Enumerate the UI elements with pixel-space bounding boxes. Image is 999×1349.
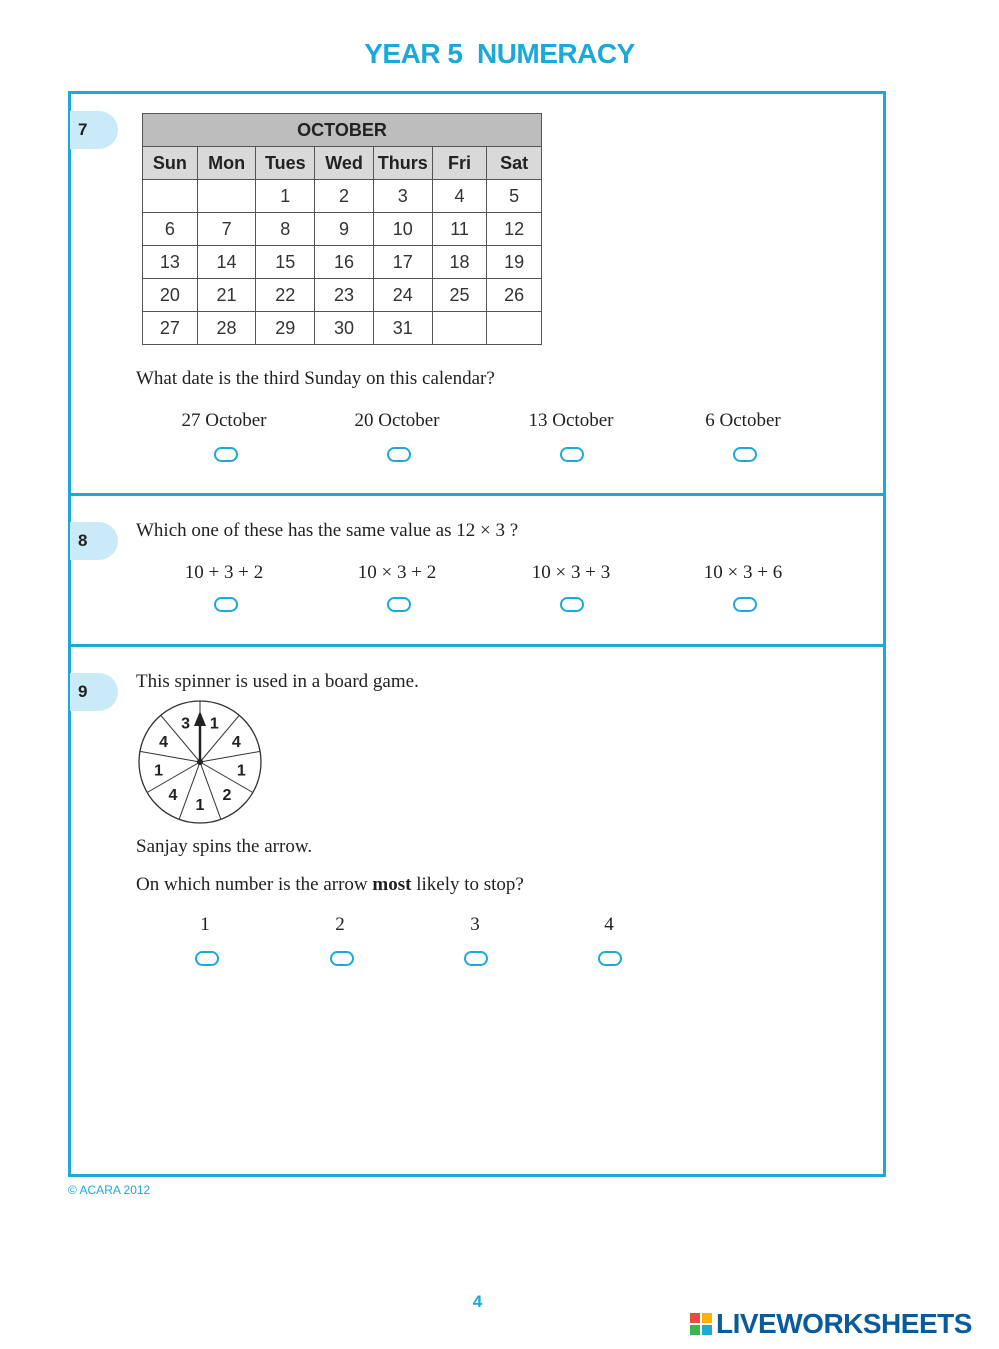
q8-option-label: 10 × 3 + 3 (531, 562, 611, 583)
q9-question-before: On which number is the arrow (136, 874, 373, 895)
q7-option-bubble[interactable] (214, 447, 238, 462)
q8-option-bubble[interactable] (560, 597, 584, 612)
october-calendar (142, 113, 542, 345)
spinner-sector-number: 1 (154, 762, 164, 780)
calendar-date-cell: 25 (432, 279, 487, 312)
spinner-sector-line (140, 751, 200, 762)
q7-option-label: 6 October (705, 410, 781, 431)
spinner-sector-number: 1 (236, 762, 246, 780)
page-title (0, 38, 999, 70)
calendar-body (143, 180, 542, 345)
q8-option-label: 10 × 3 + 6 (703, 562, 783, 583)
spinner-sector-number: 1 (209, 715, 219, 733)
calendar-date-cell: 12 (487, 213, 542, 246)
q9-option-bubble[interactable] (195, 951, 219, 966)
question-number-7: 7 (70, 111, 118, 149)
calendar-date-cell (432, 312, 487, 345)
calendar-day-header: Mon (197, 147, 256, 180)
divider-q8-q9 (68, 644, 886, 647)
calendar-date-cell: 26 (487, 279, 542, 312)
calendar-date-cell: 20 (143, 279, 198, 312)
spinner-sector-number: 4 (159, 734, 169, 751)
calendar-date-cell: 24 (373, 279, 432, 312)
calendar-week-row (143, 312, 542, 345)
q7-option-bubble[interactable] (733, 447, 757, 462)
spinner-sector-number: 2 (222, 787, 232, 805)
q7-option-label: 13 October (528, 410, 614, 431)
calendar-date-cell: 31 (373, 312, 432, 345)
q7-question: What date is the third Sunday on this calendar? (136, 368, 495, 389)
q9-statement: Sanjay spins the arrow. (136, 836, 313, 857)
calendar-day-header: Sun (143, 147, 198, 180)
q8-option-bubble[interactable] (733, 597, 757, 612)
calendar-date-cell (143, 180, 198, 213)
calendar-date-cell: 23 (315, 279, 374, 312)
page-number: 4 (472, 1292, 483, 1311)
calendar-date-cell: 19 (487, 246, 542, 279)
calendar-date-cell: 5 (487, 180, 542, 213)
calendar-date-cell: 9 (315, 213, 374, 246)
spinner-sector-line (200, 751, 260, 762)
calendar-week-row (143, 279, 542, 312)
calendar-date-cell: 13 (143, 246, 198, 279)
q9-option-label: 2 (335, 914, 345, 935)
q8-option-label: 10 × 3 + 2 (357, 562, 437, 583)
calendar-week-row (143, 213, 542, 246)
calendar-date-cell: 15 (256, 246, 315, 279)
q7-option-label: 27 October (181, 410, 267, 431)
divider-q7-q8 (68, 493, 886, 496)
calendar-date-cell: 30 (315, 312, 374, 345)
q8-option-bubble[interactable] (387, 597, 411, 612)
q8-option-bubble[interactable] (214, 597, 238, 612)
q9-option-label: 1 (200, 914, 210, 935)
question-number-9: 9 (70, 673, 118, 711)
calendar-date-cell: 14 (197, 246, 256, 279)
spinner-pivot (197, 759, 203, 765)
calendar-date-cell: 3 (373, 180, 432, 213)
q9-option-bubble[interactable] (464, 951, 488, 966)
title-subject: NUMERACY (476, 38, 635, 69)
calendar-date-cell: 28 (197, 312, 256, 345)
spinner-sector-number: 3 (181, 715, 191, 733)
spinner-arrow-head (194, 711, 206, 726)
calendar-date-cell (487, 312, 542, 345)
calendar-week-row (143, 246, 542, 279)
calendar-date-cell: 21 (197, 279, 256, 312)
q9-option-bubble[interactable] (598, 951, 622, 966)
calendar-day-header: Fri (432, 147, 487, 180)
calendar-day-header: Sat (487, 147, 542, 180)
question-number-8: 8 (70, 522, 118, 560)
calendar-date-cell: 18 (432, 246, 487, 279)
brand-name: LIVEWORKSHEETS (716, 1308, 972, 1339)
q9-option-label: 4 (604, 914, 614, 935)
calendar-week-row (143, 180, 542, 213)
q7-option-bubble[interactable] (560, 447, 584, 462)
q9-question (136, 874, 524, 896)
calendar-date-cell: 17 (373, 246, 432, 279)
calendar-date-cell: 4 (432, 180, 487, 213)
calendar-date-cell (197, 180, 256, 213)
calendar-date-cell: 1 (256, 180, 315, 213)
calendar-date-cell: 16 (315, 246, 374, 279)
calendar-day-header: Thurs (373, 147, 432, 180)
q9-question-bold: most (372, 874, 412, 895)
calendar-date-cell: 27 (143, 312, 198, 345)
q7-option-label: 20 October (354, 410, 440, 431)
calendar-date-cell: 11 (432, 213, 487, 246)
q9-option-bubble[interactable] (330, 951, 354, 966)
calendar-date-cell: 6 (143, 213, 198, 246)
q9-option-label: 3 (470, 914, 480, 935)
calendar-date-cell: 2 (315, 180, 374, 213)
calendar-day-header: Wed (315, 147, 374, 180)
calendar-date-cell: 29 (256, 312, 315, 345)
title-year: YEAR 5 (364, 38, 463, 69)
calendar-date-cell: 8 (256, 213, 315, 246)
calendar-day-header: Tues (256, 147, 315, 180)
spinner-figure (135, 698, 265, 828)
spinner-sector-number: 1 (195, 797, 205, 814)
calendar-date-cell: 10 (373, 213, 432, 246)
q7-option-bubble[interactable] (387, 447, 411, 462)
q8-question: Which one of these has the same value as 12 × 3 ? (136, 520, 519, 541)
spinner-sector-number: 4 (231, 734, 241, 751)
q9-question-after: likely to stop? (411, 874, 524, 895)
q9-intro: This spinner is used in a board game. (136, 671, 419, 692)
liveworksheets-logo-icon (690, 1313, 712, 1335)
calendar-date-cell: 7 (197, 213, 256, 246)
calendar-month: OCTOBER (143, 114, 542, 147)
copyright-notice: © ACARA 2012 (68, 1183, 151, 1197)
q8-option-label: 10 + 3 + 2 (184, 562, 264, 583)
calendar-date-cell: 22 (256, 279, 315, 312)
spinner-sector-number: 4 (168, 787, 178, 805)
